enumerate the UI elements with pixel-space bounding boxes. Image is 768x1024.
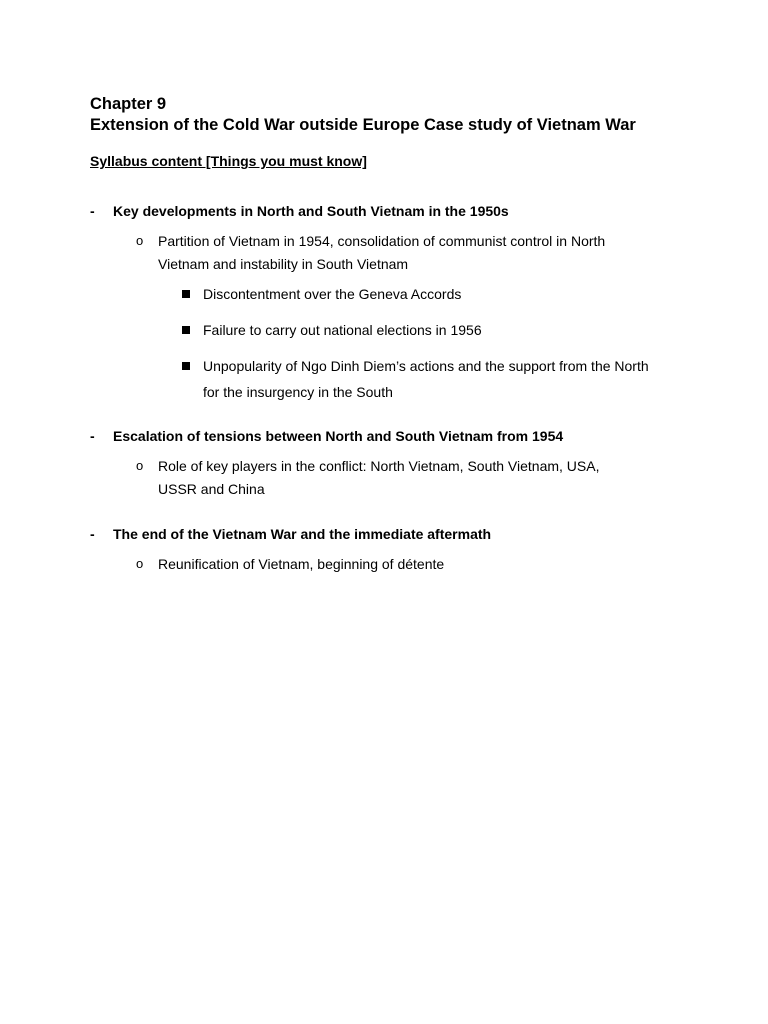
topic-section bbox=[90, 427, 690, 500]
point-item bbox=[182, 353, 652, 405]
point-list bbox=[182, 281, 652, 405]
point-text: Discontentment over the Geneva Accords bbox=[203, 286, 462, 302]
sub-item bbox=[136, 553, 636, 576]
topic-title: The end of the Vietnam War and the immediate aftermath bbox=[113, 526, 492, 542]
sub-item bbox=[136, 455, 636, 500]
point-item bbox=[182, 317, 652, 343]
dash-bullet: - bbox=[90, 526, 95, 542]
topic-section bbox=[90, 525, 690, 576]
topic-heading bbox=[90, 427, 690, 445]
circle-bullet: o bbox=[136, 458, 144, 473]
sub-item-text: Role of key players in the conflict: North Vietnam, South Vietnam, USA, USSR and China bbox=[158, 458, 600, 497]
sub-item-text: Reunification of Vietnam, beginning of détente bbox=[158, 556, 445, 572]
circle-bullet: o bbox=[136, 233, 144, 248]
square-bullet-icon bbox=[182, 290, 190, 298]
topic-heading bbox=[90, 525, 690, 543]
chapter-title: Extension of the Cold War outside Europe Case study of Vietnam War bbox=[90, 116, 636, 134]
topic-title: Key developments in North and South Vietnam in the 1950s bbox=[113, 203, 509, 219]
syllabus-heading: Syllabus content [Things you must know] bbox=[90, 153, 367, 169]
point-text: Failure to carry out national elections in 1956 bbox=[203, 322, 482, 338]
sub-item-text: Partition of Vietnam in 1954, consolidation of communist control in North Vietnam and instability in South Vietnam bbox=[158, 233, 606, 272]
sub-item bbox=[136, 230, 636, 275]
topic-section bbox=[90, 202, 690, 415]
topic-title: Escalation of tensions between North and South Vietnam from 1954 bbox=[113, 428, 564, 444]
topic-heading bbox=[90, 202, 690, 220]
point-item bbox=[182, 281, 652, 307]
square-bullet-icon bbox=[182, 362, 190, 370]
dash-bullet: - bbox=[90, 428, 95, 444]
chapter-number: Chapter 9 bbox=[90, 95, 167, 113]
point-text: Unpopularity of Ngo Dinh Diem’s actions and the support from the North for the insurgency in the South bbox=[203, 358, 649, 400]
circle-bullet: o bbox=[136, 556, 144, 571]
dash-bullet: - bbox=[90, 203, 95, 219]
chapter-heading bbox=[90, 94, 636, 136]
square-bullet-icon bbox=[182, 326, 190, 334]
